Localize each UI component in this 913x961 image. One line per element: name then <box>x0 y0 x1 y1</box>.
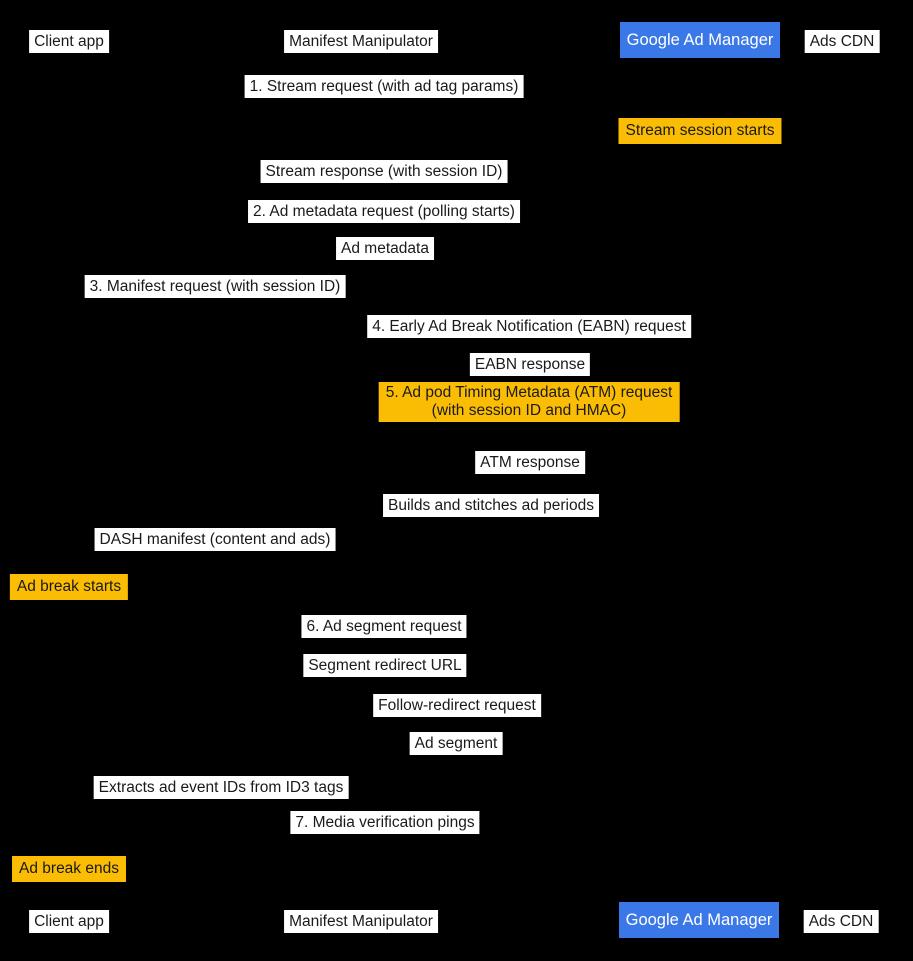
message-ad-segment: Ad segment <box>410 732 503 755</box>
participant-google-ad-manager-top: Google Ad Manager <box>620 22 780 58</box>
note-atm-request-line2: (with session ID and HMAC) <box>431 401 627 419</box>
note-stream-session-starts: Stream session starts <box>618 118 781 144</box>
message-ad-segment-request: 6. Ad segment request <box>301 615 466 638</box>
participant-manifest-manipulator-bottom: Manifest Manipulator <box>284 910 438 933</box>
message-ad-metadata: Ad metadata <box>336 237 434 260</box>
message-stream-response: Stream response (with session ID) <box>261 160 508 183</box>
participant-ads-cdn-top: Ads CDN <box>805 30 880 53</box>
message-dash-manifest: DASH manifest (content and ads) <box>95 528 336 551</box>
participant-client-app-bottom: Client app <box>29 910 109 933</box>
message-eabn-response: EABN response <box>470 353 590 376</box>
note-atm-request <box>379 382 680 422</box>
message-media-verification-pings: 7. Media verification pings <box>290 811 479 834</box>
participant-manifest-manipulator-top: Manifest Manipulator <box>284 30 438 53</box>
note-ad-break-ends: Ad break ends <box>12 856 126 882</box>
message-builds-stitches: Builds and stitches ad periods <box>383 494 599 517</box>
message-stream-request: 1. Stream request (with ad tag params) <box>245 75 524 98</box>
participant-google-ad-manager-bottom: Google Ad Manager <box>619 902 779 938</box>
participant-ads-cdn-bottom: Ads CDN <box>804 910 879 933</box>
message-segment-redirect-url: Segment redirect URL <box>303 654 466 677</box>
message-atm-response: ATM response <box>475 451 585 474</box>
message-eabn-request: 4. Early Ad Break Notification (EABN) request <box>367 315 691 338</box>
participant-client-app-top: Client app <box>29 30 109 53</box>
message-manifest-request: 3. Manifest request (with session ID) <box>85 275 346 298</box>
message-follow-redirect-request: Follow-redirect request <box>373 694 541 717</box>
message-ad-metadata-request: 2. Ad metadata request (polling starts) <box>248 200 520 223</box>
note-ad-break-starts: Ad break starts <box>10 574 128 600</box>
message-extracts-id3: Extracts ad event IDs from ID3 tags <box>94 776 349 799</box>
note-atm-request-line1: 5. Ad pod Timing Metadata (ATM) request <box>385 384 673 401</box>
